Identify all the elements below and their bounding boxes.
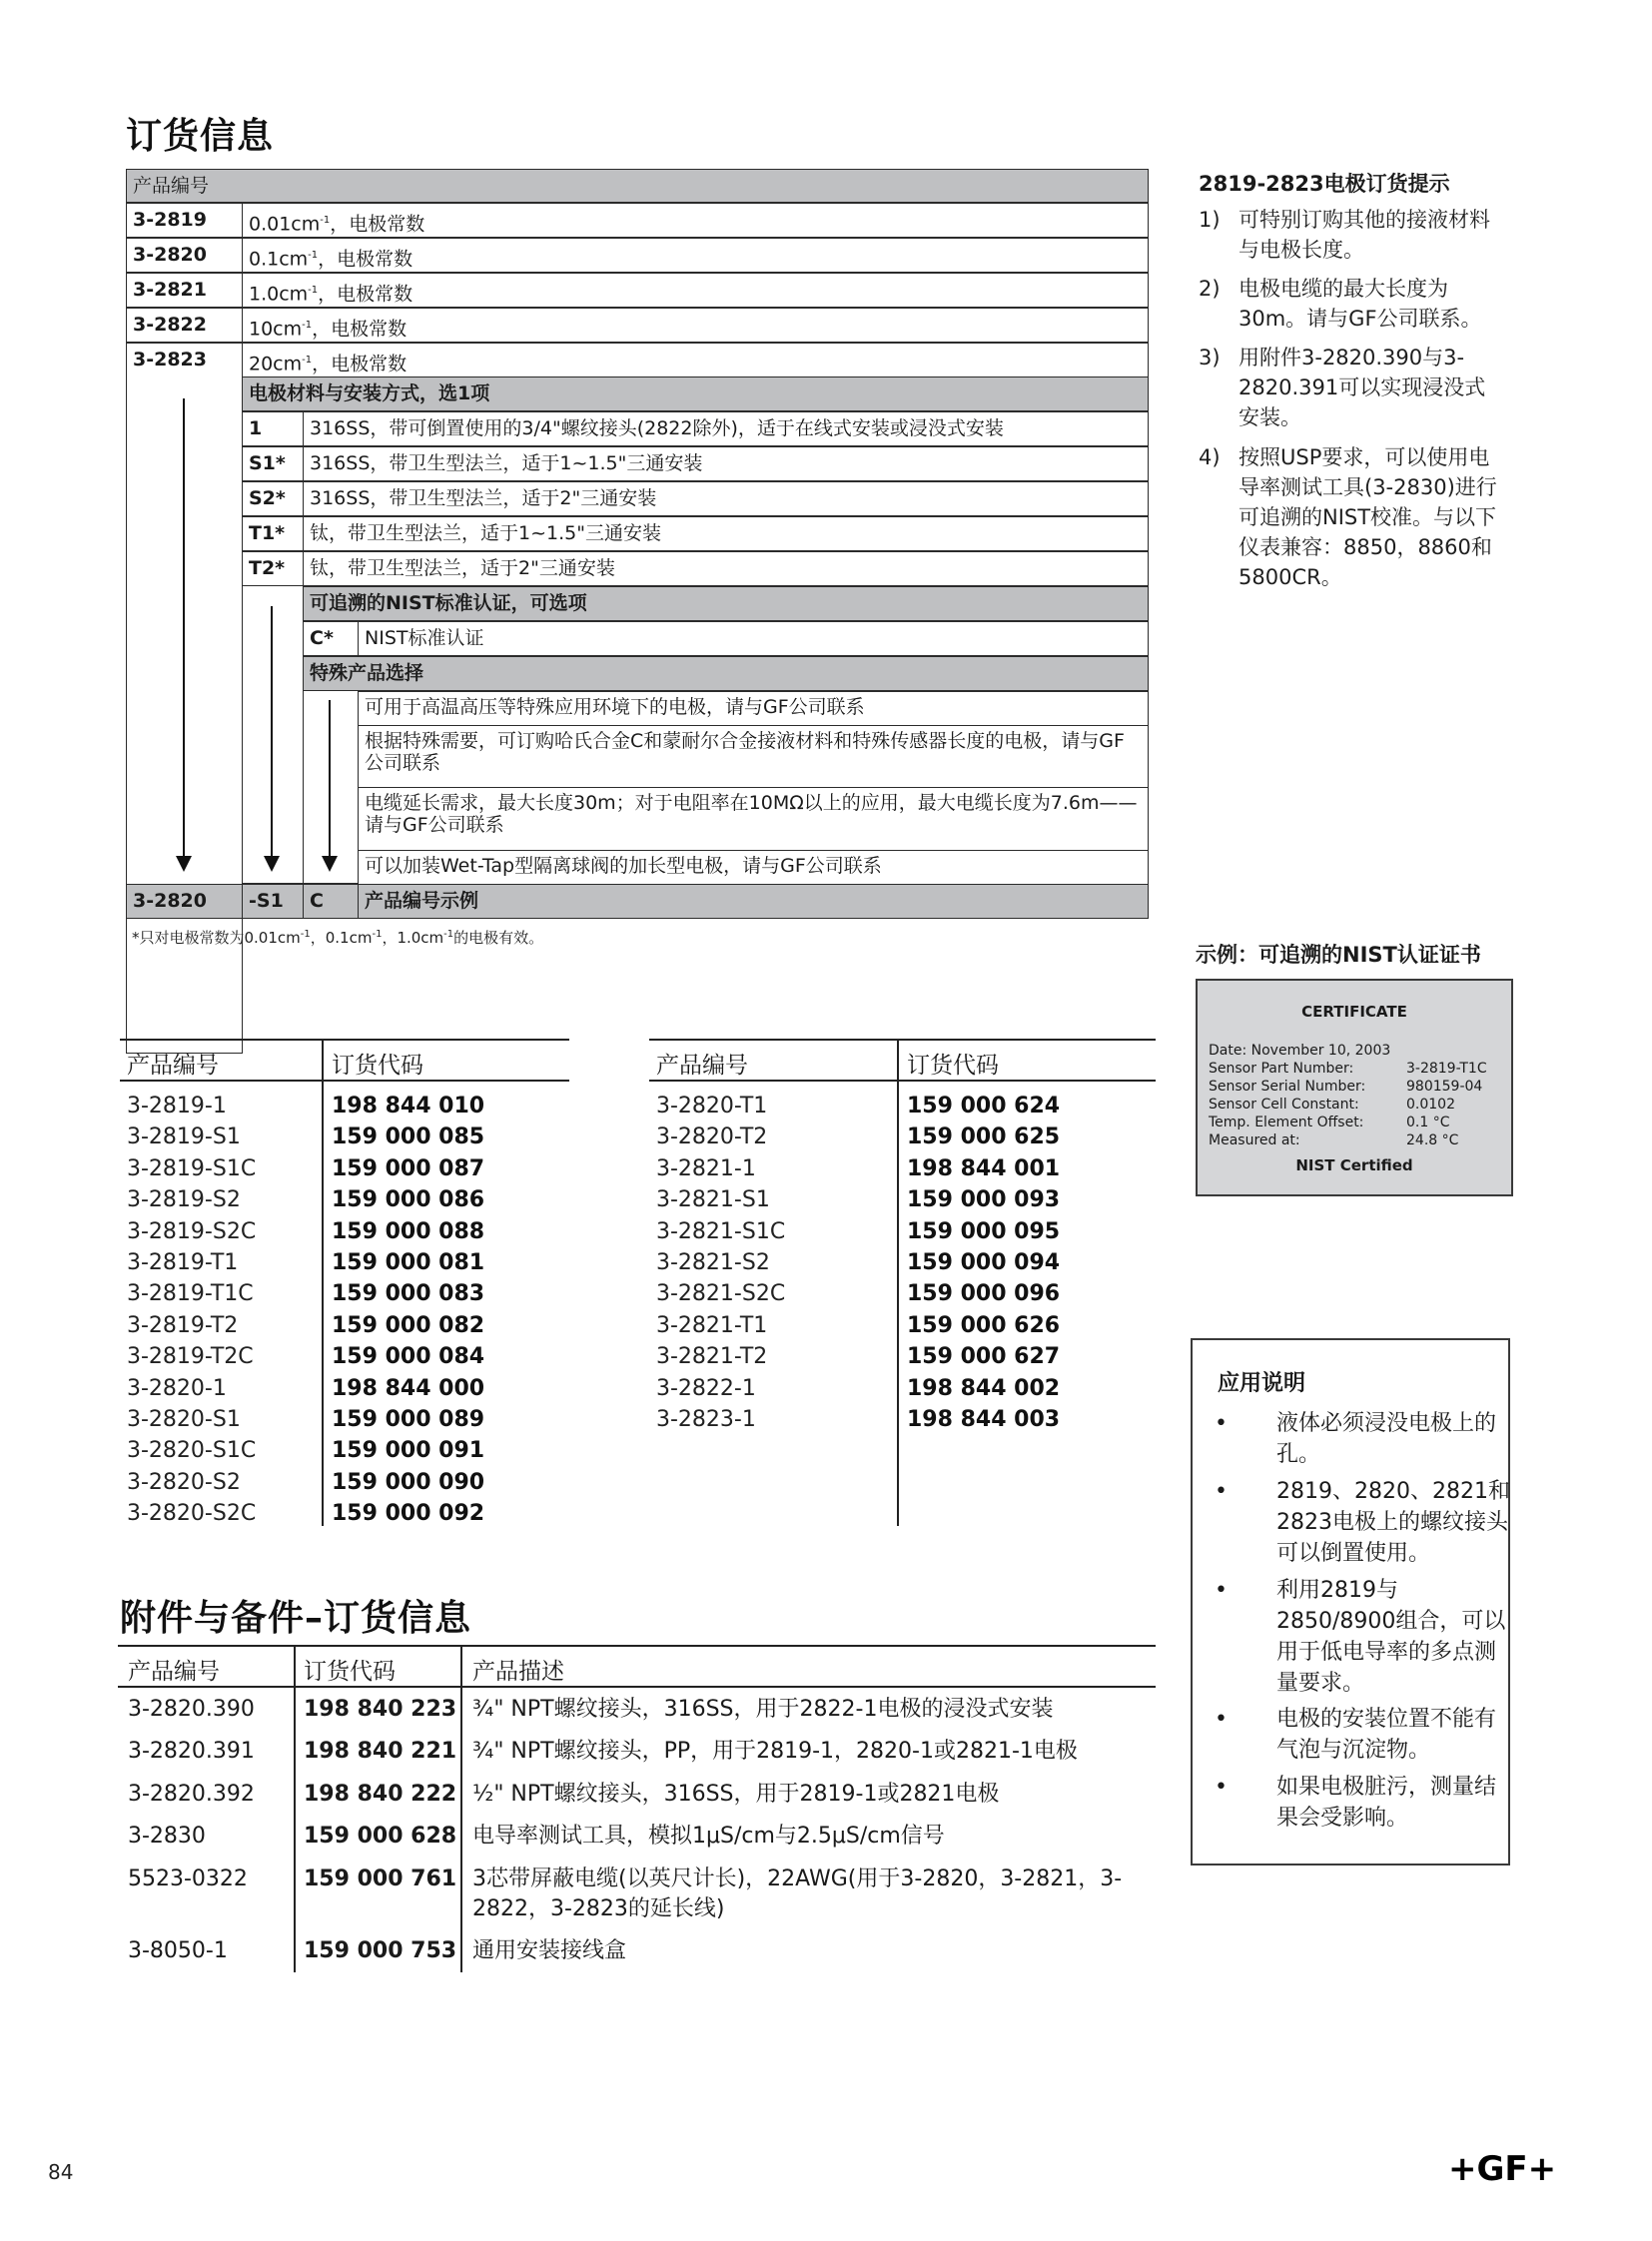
table-row [120,1184,569,1215]
model-constant-label: ，电极常数 [318,283,413,306]
application-note-text: 电极的安装位置不能有气泡与沉淀物。 [1276,1707,1497,1763]
part-number: 3-2820.392 [128,1782,255,1807]
model-constant-label: ，电极常数 [330,213,425,236]
certificate-heading: CERTIFICATE [1301,1003,1407,1021]
certificate-field-value: 0.1 °C [1406,1115,1450,1130]
tip-text: 用附件3-2820.390与3-2820.391可以实现浸没式安装。 [1239,346,1486,429]
table-row [649,1184,1156,1215]
order-code: 159 000 084 [332,1344,485,1370]
table-row [120,1278,569,1309]
part-number: 3-2819-T2C [127,1344,254,1370]
material-code: T2* [242,551,304,586]
part-number: 3-2822-1 [656,1375,756,1401]
certificate-field-value: 24.8 °C [1406,1132,1459,1148]
divider [649,1080,1156,1082]
part-number: 3-2821-S2C [656,1281,786,1307]
table-row [120,1247,569,1278]
part-number: 3-2821-S2 [656,1250,770,1275]
divider [118,1645,1156,1647]
example-label: 产品编号示例 [358,884,1149,919]
product-description: 电导率测试工具，模拟1μS/cm与2.5μS/cm信号 [472,1824,945,1849]
model-code: 3-2821 [126,273,243,308]
table-row [120,1153,569,1184]
part-number: 3-2820-T2 [656,1124,768,1150]
order-code: 159 000 087 [332,1155,485,1181]
ordering-tips-title: 2819-2823电极订货提示 [1199,172,1450,196]
order-code: 159 000 627 [907,1344,1061,1370]
table-row [649,1341,1156,1372]
model-constant: 1.0cm [249,283,309,306]
order-code: 159 000 753 [304,1938,457,1963]
material-arrow-column [242,586,304,884]
order-code: 159 000 089 [332,1407,485,1432]
tip-text: 按照USP要求，可以使用电导率测试工具(3-2830)进行可追溯的NIST校准。与以下仪表兼容：8850，8860和5800CR。 [1239,445,1497,589]
accessories-table [118,1645,1156,1972]
order-code: 159 000 095 [907,1218,1061,1244]
material-description: 钛，带卫生型法兰，适于2"三通安装 [303,551,1149,586]
order-code: 159 000 083 [332,1281,485,1307]
nist-option-code: C* [303,621,359,656]
part-number: 3-2819-S1C [127,1155,257,1181]
application-note-text: 利用2819与2850/8900组合，可以用于低电导率的多点测量要求。 [1276,1578,1506,1696]
order-code: 159 000 088 [332,1218,485,1244]
table-row [649,1091,1156,1121]
certificate-field-value: 980159-04 [1406,1079,1483,1095]
part-number: 3-2820-S2 [127,1469,241,1495]
order-code: 198 844 000 [332,1375,485,1401]
table-row [649,1121,1156,1152]
table-row [120,1498,569,1529]
special-option: 可以加装Wet-Tap型隔离球阀的加长型电极，请与GF公司联系 [358,850,1149,885]
product-description: ¾" NPT螺纹接头，316SS，用于2822-1电极的浸没式安装 [472,1697,1054,1722]
column-header-code: 订货代码 [304,1659,396,1685]
order-code: 159 000 096 [907,1281,1061,1307]
table-row [649,1278,1156,1309]
arrow-down-icon [329,700,331,858]
material-header: 电极材料与安装方式，选1项 [242,376,1149,411]
part-number: 5523-0322 [128,1867,248,1891]
table-row [649,1247,1156,1278]
special-option: 可用于高温高压等特殊应用环境下的电极，请与GF公司联系 [358,691,1149,726]
certificate-date: Date: November 10, 2003 [1209,1043,1391,1059]
part-number: 3-2820-1 [127,1375,227,1401]
ordering-tip [1199,205,1518,265]
order-code: 159 000 081 [332,1250,485,1275]
special-header: 特殊产品选择 [303,656,1149,691]
material-code: T1* [242,516,304,551]
example-model: 3-2820 [126,884,243,919]
tip-number: 3) [1199,346,1221,370]
part-number: 3-8050-1 [128,1938,228,1963]
order-code: 159 000 628 [304,1824,457,1849]
column-header-part: 产品编号 [656,1053,748,1079]
model-constant: 0.1cm [249,248,309,271]
part-number: 3-2821-S1C [656,1218,786,1244]
divider [294,1645,296,1972]
certificate-footer: NIST Certified [1295,1156,1413,1174]
order-code: 159 000 094 [907,1250,1061,1275]
bullet-icon: • [1215,1775,1228,1800]
column-header-part: 产品编号 [128,1659,220,1685]
divider [120,1080,569,1082]
order-code: 159 000 625 [907,1124,1061,1150]
column-header-desc: 产品描述 [472,1659,564,1685]
order-code: 159 000 082 [332,1312,485,1338]
model-description [242,203,1149,238]
order-code-table-right [649,1039,1156,1526]
model-constant: 20cm [249,353,303,375]
model-constant-exponent: -1 [320,215,331,226]
table-row [649,1310,1156,1341]
model-constant: 0.01cm [249,213,321,236]
model-description [242,343,1149,377]
order-code: 198 840 223 [304,1697,457,1722]
column-header-code: 订货代码 [907,1053,999,1079]
model-constant-exponent: -1 [308,250,319,261]
table-row [120,1373,569,1404]
tip-number: 1) [1199,208,1221,232]
part-number: 3-2821-T1 [656,1312,768,1338]
nist-header: 可追溯的NIST标准认证，可选项 [303,586,1149,621]
table-row [120,1404,569,1435]
column-header-part: 产品编号 [127,1053,219,1079]
order-code: 159 000 091 [332,1438,485,1464]
part-number: 3-2821-T2 [656,1344,768,1370]
material-description: 316SS，带卫生型法兰，适于2"三通安装 [303,481,1149,516]
ordering-tip [1199,274,1518,334]
model-code: 3-2820 [126,238,243,273]
material-code: S2* [242,481,304,516]
order-code: 198 840 222 [304,1782,457,1807]
order-code: 198 844 003 [907,1407,1061,1432]
application-note-text: 2819、2820、2821和2823电极上的螺纹接头可以倒置使用。 [1276,1479,1510,1566]
part-number: 3-2819-1 [127,1094,227,1119]
page-number: 84 [48,2160,74,2184]
divider [120,1039,569,1041]
material-code: S1* [242,446,304,481]
part-number: 3-2820-S2C [127,1501,257,1527]
part-number: 3-2821-1 [656,1155,756,1181]
table-row [120,1121,569,1152]
part-number: 3-2819-T2 [127,1312,239,1338]
column-header-code: 订货代码 [332,1053,423,1079]
order-code: 198 840 221 [304,1739,457,1764]
ordering-tip [1199,442,1518,589]
arrow-down-icon [271,606,273,858]
table-row [120,1467,569,1498]
model-constant-label: ，电极常数 [312,353,408,375]
model-code: 3-2823 [126,343,243,377]
order-code: 159 000 086 [332,1187,485,1213]
part-number: 3-2830 [128,1824,206,1849]
table-row [649,1373,1156,1404]
divider [649,1039,1156,1041]
order-code: 159 000 093 [907,1187,1061,1213]
bullet-icon: • [1215,1479,1228,1504]
certificate-field-label: Sensor Cell Constant: [1209,1097,1359,1113]
part-number: 3-2820.391 [128,1739,255,1764]
part-number: 3-2821-S1 [656,1187,770,1213]
order-code: 159 000 761 [304,1867,457,1891]
model-constant-exponent: -1 [308,285,319,296]
order-code: 198 844 001 [907,1155,1061,1181]
gf-logo: +GF+ [1448,2149,1557,2189]
product-description: 通用安装接线盒 [472,1938,627,1963]
model-constant-label: ，电极常数 [318,248,413,271]
accessories-title: 附件与备件–订货信息 [120,1598,472,1639]
application-note-text: 液体必须浸没电极上的孔。 [1276,1411,1497,1467]
table-row [120,1310,569,1341]
bullet-icon: • [1215,1411,1228,1436]
part-number: 3-2820-T1 [656,1094,768,1119]
tip-number: 2) [1199,277,1221,301]
material-description: 钛，带卫生型法兰，适于1~1.5"三通安装 [303,516,1149,551]
table-row [120,1091,569,1121]
part-number: 3-2820.390 [128,1697,255,1722]
model-constant-label: ，电极常数 [312,318,408,341]
part-number: 3-2819-T1C [127,1281,254,1307]
order-code: 159 000 085 [332,1124,485,1150]
order-code: 159 000 092 [332,1501,485,1527]
table-row [120,1216,569,1247]
model-description [242,273,1149,308]
model-description [242,238,1149,273]
table-row [120,1435,569,1466]
page-title: 订货信息 [126,116,275,157]
certificate-field-label: Temp. Element Offset: [1209,1115,1364,1130]
part-number: 3-2819-T1 [127,1250,239,1275]
tip-number: 4) [1199,445,1221,469]
order-code: 159 000 626 [907,1312,1061,1338]
bullet-icon: • [1215,1578,1228,1603]
divider [118,1686,1156,1688]
part-number: 3-2823-1 [656,1407,756,1432]
product-description: ½" NPT螺纹接头，316SS，用于2819-1或2821电极 [472,1782,1000,1807]
model-constant-exponent: -1 [302,320,313,331]
special-option: 根据特殊需要，可订购哈氏合金C和蒙耐尔合金接液材料和特殊传感器长度的电极，请与GF公司联系 [358,725,1149,788]
order-code: 198 844 002 [907,1375,1061,1401]
certificate-field-label: Sensor Part Number: [1209,1061,1354,1077]
ordering-tip [1199,343,1518,432]
model-constant: 10cm [249,318,303,341]
part-number: 3-2819-S2 [127,1187,241,1213]
part-number: 3-2819-S2C [127,1218,257,1244]
tip-text: 电极电缆的最大长度为30m。请与GF公司联系。 [1239,277,1482,331]
certificate-field-value: 3-2819-T1C [1406,1061,1487,1077]
certificate-field-label: Measured at: [1209,1132,1300,1148]
certificate-example [1196,979,1513,1196]
order-code: 198 844 010 [332,1094,485,1119]
arrow-down-icon [183,398,185,858]
table-row [649,1404,1156,1435]
material-description: 316SS，带卫生型法兰，适于1~1.5"三通安装 [303,446,1149,481]
config-footnote: *只对电极常数为$0.01cm^{-1}$，$0.1cm^{-1}$，$1.0cm^{-1}$的电极有效。 [132,929,544,947]
special-option: 电缆延长需求，最大长度30m；对于电阻率在10MΩ以上的应用，最大电缆长度为7.6m——请与GF公司联系 [358,787,1149,851]
part-number: 3-2819-S1 [127,1124,241,1150]
certificate-field-label: Sensor Serial Number: [1209,1079,1366,1095]
product-description: ¾" NPT螺纹接头，PP，用于2819-1，2820-1或2821-1电极 [472,1739,1078,1764]
order-code: 159 000 624 [907,1094,1061,1119]
model-description [242,308,1149,343]
tip-text: 可特别订购其他的接液材料与电极长度。 [1239,208,1490,262]
model-code: 3-2822 [126,308,243,343]
application-notes-box [1191,1338,1510,1866]
table-row [120,1341,569,1372]
certificate-field-value: 0.0102 [1406,1097,1455,1113]
divider [460,1645,462,1972]
application-note-text: 如果电极脏污，测量结果会受影响。 [1276,1775,1497,1831]
product-configuration-table [126,169,1149,919]
model-code: 3-2819 [126,203,243,238]
config-header: 产品编号 [126,169,1149,203]
model-constant-exponent: -1 [302,355,313,366]
order-code: 159 000 090 [332,1469,485,1495]
part-number: 3-2820-S1C [127,1438,257,1464]
order-code-table-left [120,1039,569,1526]
certificate-caption: 示例：可追溯的NIST认证证书 [1196,943,1481,967]
material-code: 1 [242,411,304,446]
example-material: -S1 [242,884,304,919]
example-option: C [303,884,359,919]
product-description: 3芯带屏蔽电缆(以英尺计长)，22AWG(用于3-2820，3-2821，3-2822，3-2823的延长线) [472,1867,1123,1921]
bullet-icon: • [1215,1707,1228,1732]
part-number: 3-2820-S1 [127,1407,241,1432]
table-row [649,1216,1156,1247]
nist-option-desc: NIST标准认证 [358,621,1149,656]
table-row [649,1153,1156,1184]
material-description: 316SS，带可倒置使用的3/4"螺纹接头(2822除外)，适于在线式安装或浸没式安装 [303,411,1149,446]
application-notes-title: 应用说明 [1218,1371,1306,1396]
